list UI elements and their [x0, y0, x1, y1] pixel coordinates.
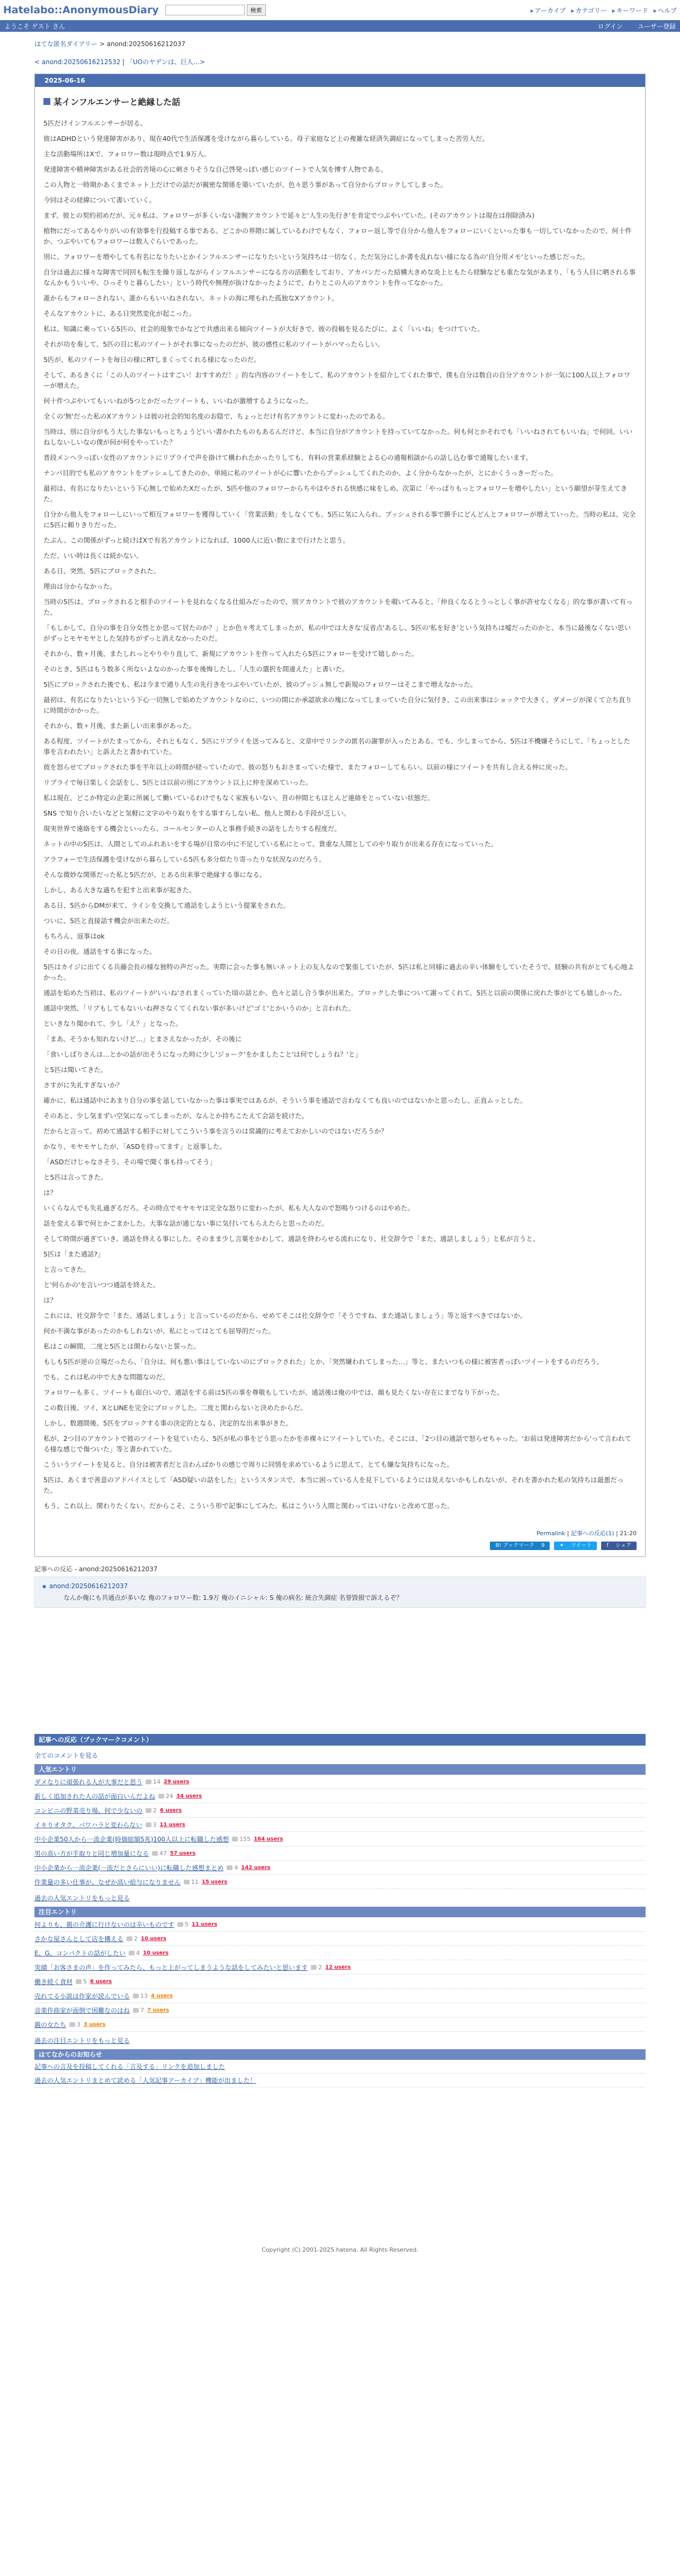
article-paragraph: は？	[43, 1296, 57, 1304]
breadcrumb-home[interactable]: はてな匿名ダイアリー	[34, 40, 97, 48]
article-paragraph: もしも5匹が逆の立場だったら、「自分は、何も悪い事はしていないのにブロックされた」とか、「突然嫌われてしまった…」等と、またいつもの様に被害者っぽいツイートをするのだろう。	[43, 1358, 604, 1366]
entry-row	[34, 1946, 646, 1960]
comment-count: 24	[158, 1793, 173, 1800]
article-paragraph: 最初は、有名になりたいという下心一切無しで始めたアカウントなのに、いつの間にか承認欲求の塊になってしまっていた自分に気付き、この出来事はショックで大きく、ダメージが深くて立ち直りに時間がかかった。	[43, 696, 632, 714]
article-paragraph: そのとき、5匹はもう数多く所ないよなのかった事を後悔したし、「人生の選択を間違えた」と書いた。	[43, 665, 349, 673]
breadcrumb	[34, 39, 646, 49]
facebook-icon: f	[606, 1543, 609, 1548]
top-link-1[interactable]: ▸ カテゴリー	[571, 6, 607, 15]
comment-count: 11	[184, 1879, 199, 1885]
entry-row	[34, 1917, 646, 1932]
article-paragraph: 5匹は、あくまで善意のアドバイスとして「ASD疑いの話をした」というスタンスで、本当に困っている人を見下しているようには見えないかもしれないが、それを書かれた私の気持ちは最悪だった。	[43, 1476, 624, 1494]
article-paragraph: ある程度、ツイートがたまってから、それともなく、5匹にリプライを送ってみると、文章中でリンクの匿名の謝罪が入ったとある。でも、少しまってから、5匹は不機嫌そうにして、「ちょっとした事を言われたい」と訴えたと書かれていた。	[43, 737, 630, 756]
article-paragraph: それが功を奏して、5匹の目に私のツイートがそれ事になったのだが、彼の感性に私のツイートがハマったらしい。	[43, 340, 384, 348]
popular-heading: 人気エントリ	[34, 1764, 646, 1775]
article-paragraph: 「ASDだけじゃなさそう。その場で聞く事も持ってそう」	[43, 1158, 217, 1166]
article-paragraph: こういうツイートを見ると、自分は被害者だと言わんばかりの感じで周りに同情を求めているように思えて、とても嫌な気持ちになった。	[43, 1460, 454, 1468]
entry-title-link[interactable]: 売れてる小説は作家が読んでいる	[34, 1992, 130, 2000]
entry-row	[34, 1960, 646, 1975]
reaction-box	[34, 1577, 646, 1608]
bookmark-users-link[interactable]: 15 users	[202, 1879, 228, 1885]
article-paragraph: そのあと、少し気まずい空気になってしまったが、なんとか持ちこたえて会話を続けた。	[43, 1112, 309, 1120]
comment-count: 5	[177, 1921, 189, 1928]
article-paragraph: 当時の5匹は、ブロックされると相手のツイートを見れなくなる仕組みだったので、別アカウントで彼のアカウントを覗いてみると、「仲良くなるとうっとしく事が許せなくなる」的な事が書いて有った。	[43, 598, 633, 616]
hot-heading: 注目エントリ	[34, 1907, 646, 1917]
breadcrumb-current: anond:20250616212037	[106, 40, 186, 48]
reactions-heading: 記事への反応 - anond:20250616212037	[34, 1565, 158, 1573]
entry-title-link[interactable]: 何よりも、親の介護に行けないのは辛いものです	[34, 1920, 175, 1928]
top-link-2[interactable]: ▸ キーワード	[612, 6, 648, 15]
article-paragraph: 何か不満な事があったのかもしれないが、私にとってはとても屈辱的だった。	[43, 1327, 275, 1335]
all-comments-link[interactable]: 全てのコメントを見る	[34, 1752, 99, 1759]
comment-count: 2	[311, 1964, 322, 1971]
article-paragraph: 主な活動場所はXで、フォロワー数は現時点で1.9万人。	[43, 150, 211, 158]
entry-row	[34, 2017, 646, 2032]
comment-count: 155	[232, 1836, 250, 1843]
article-paragraph: ある日、5匹からDMが来て、ラインを交換して通話をしようという提案をされた。	[43, 901, 290, 909]
article-paragraph: 別に、フォロワーを増やしても有名になりたいとかインフルエンサーになりたいという気持ちは一切なく、ただ気分にしか書を乱れない様になる為の'自分用メモ'といった感じだった。	[43, 253, 589, 261]
article-paragraph: と5匹は聞いてきた。	[43, 1066, 108, 1074]
register-link[interactable]: ユーザー登録	[637, 22, 676, 30]
article-paragraph: 彼はADHDという発達障害があり、現在40代で生活保護を受けながら暮らしている。母子家庭など上の複雑な経済失調症になってしまった苦労人だ。	[43, 135, 489, 143]
notice-heading: はてなからのお知らせ	[34, 2049, 646, 2060]
entry-title-link[interactable]: 実績「お客さまの声」を作ってみたら、もっと上がってしまうような話をしてみたいと思います	[34, 1963, 308, 1971]
entry-title-link[interactable]: 親の女たち	[34, 2021, 67, 2029]
notice-link[interactable]: 過去の人気エントリまとめて読める「人気記事アーカイブ」機能が出ました！	[34, 2074, 646, 2087]
bookmark-users-link[interactable]: 6 users	[90, 1978, 112, 1985]
bookmark-users-link[interactable]: 34 users	[176, 1793, 202, 1799]
article-paragraph: 自分は過去に様々な障害で同回も転生を繰り返しながらインフルエンサーになる方の活動をしており、アカバンだった結構大きめな炎上ヒもたら経験なども重たな気があまり、「もう人目に晒される事なんかもういいや、ひっそりと暮らしたい」という時代や無理が抜けなかったようにで、わりとこの人のアカウントを作ってなかった。	[43, 268, 636, 287]
entry-title-link[interactable]: コンビニの野菜売り場、何で少ないの	[34, 1807, 143, 1814]
article-paragraph: 最初は、有名になりたいという下心無しで始めたXだったが、5匹や他のフォロワーからちやほやされる快感に味をしめ、次第に「やっぱりもっとフォロワーを増やしたい」という願望が芽生えてきた。	[43, 484, 628, 503]
article-paragraph: ある日、突然、5匹にブロックされた。	[43, 567, 160, 575]
bookmark-users-link[interactable]: 12 users	[325, 1964, 351, 1970]
bookmark-users-link[interactable]: 3 users	[84, 2021, 106, 2028]
entry-title-link[interactable]: 中小企業50人から一流企業(時価総額5兆)100人以上に転職した感想	[34, 1835, 229, 1843]
entry-title-link[interactable]: イキりオタク、パワハラと変わらない	[34, 1821, 142, 1829]
article-paragraph: SNS で知り合いたいなどと気軽に文字のやり取りをする事すらしない私、他人と関わる手段が乏しい。	[43, 809, 351, 817]
bookmark-users-link[interactable]: 6 users	[160, 1807, 182, 1813]
article-paragraph: 現実世界で連絡をする機会といったら、コールセンターの人と事務手続きの話をしたりする程度だ。	[43, 825, 341, 833]
notice-list	[34, 2060, 646, 2087]
welcome-text: ようこそ ゲスト さん	[4, 22, 66, 30]
article-paragraph: 今回はその経緯について書いていく。	[43, 196, 156, 204]
top-link-0[interactable]: ▸ アーカイブ	[531, 6, 566, 15]
next-entry-link[interactable]: 「UOのヤデンは、巨人…>	[127, 58, 205, 66]
article-paragraph: フォロワーも多く、ツイートも面白いので、通話をする前は5匹の事を尊敬もしていたが、通話後は俺の中では、顔も見たくない存在にまでなり下がった。	[43, 1388, 504, 1396]
entry-title-link[interactable]: 働き続く食材	[34, 1978, 73, 1986]
search-input[interactable]	[165, 5, 245, 15]
bookmark-users-link[interactable]: 57 users	[170, 1850, 196, 1856]
article-paragraph: そんな微妙な関係だった私と5匹だが、とある出来事で絶縁する事になる。	[43, 871, 266, 879]
article-paragraph: だからと言って、初めて通話する相手に対してこういう事を言うのは常識的に考えておかしいのではないだろうか？	[43, 1127, 388, 1135]
article-paragraph: 普段メンヘラっぽい女性のアカウントにリプライで声を掛けて構われたかったりしても、有料の営業系経験とよる心の通報相談からの話し込む事で通報したいます。	[43, 454, 533, 462]
entry-nav	[34, 57, 646, 66]
article-paragraph: 5匹にブロックされた後でも、私は今まで通り人生の先行きをつぶやいていたが、彼のプッシュ無しで新規のフォロワーはそこまで増えなかった。	[43, 680, 477, 688]
notice-link[interactable]: 記事への言及を投稿してくれる「言及する」リンクを追加しました	[34, 2060, 646, 2074]
article-paragraph: いくらなんでも失礼過ぎるだろ。その時点でモヤモヤは完全な怒りに変わったが、私も大人なので怒鳴りつけるのはやめた。	[43, 1204, 414, 1212]
bookmark-users-link[interactable]: 11 users	[159, 1821, 185, 1828]
article-paragraph: 通話中突然、「リプもしてもないいね押さなくてくれない事が多いけど'ゴミ'とかいうのか」と言われた。	[43, 1004, 355, 1012]
share-buttons	[35, 1542, 645, 1556]
article-paragraph: それから、数ヶ月後、またしれっとやりやり直して、新規にアカウントを作って入れたら5匹にフォローを受けて嬉しかった。	[43, 650, 418, 658]
bookmark-users-link[interactable]: 10 users	[143, 1950, 169, 1956]
article-paragraph: まず、彼との契約初めだが、元々私は、フォロワーが多くいない凄腕アカウントで延々と'人生の先行き'を肯定でつぶやいていた。(そのアカウントは現在は削除済み)	[43, 211, 535, 219]
bookmarks-heading: 記事への反応（ブックマークコメント）	[34, 1734, 646, 1746]
article-paragraph: ついに、5匹と直接話す機会が出来たのだ。	[43, 917, 174, 925]
facebook-share-button[interactable]: f シェア	[601, 1542, 637, 1550]
article-paragraph: 「食いしばりさんは…とかの話が出そうになった時に少し'ジョーク'をかましたこと'は何でしょうね？'と」	[43, 1050, 362, 1058]
comment-count: 7	[133, 2007, 144, 2014]
article-paragraph: これには、社交辞令で「また、通話しましょう」と言っているのだから、せめてそこは社交辞令で「そうですね、また通話しましょう」等と返すべきではないか。	[43, 1312, 527, 1320]
article-content	[43, 118, 637, 1511]
bookmark-users-link[interactable]: 29 users	[164, 1778, 190, 1785]
bookmark-users-link[interactable]: 4 users	[151, 1993, 173, 1999]
search-button[interactable]: 検索	[247, 4, 266, 16]
article-paragraph: かなり、モヤモヤしたが、「ASDを持ってます」と返事した。	[43, 1143, 226, 1150]
comment-count: 5	[76, 1978, 87, 1985]
entry-row	[34, 1818, 646, 1832]
article-paragraph: 全くの'無'だった私のXアカウントは彼の社会的知名度のお陰で、ちょっとだけ有名アカウントに変わったのである。	[43, 412, 389, 420]
article-paragraph: 5匹だけインフルエンサーが居る。	[43, 119, 147, 127]
user-bar	[0, 20, 680, 32]
article	[34, 74, 646, 1557]
article-paragraph: 5匹は「また通話?」	[43, 1250, 104, 1258]
comments-link[interactable]: 記事への反応(1)	[571, 1530, 614, 1537]
article-paragraph: 5匹が、私のツイートを毎日の様にRTしまくってくれる様になったのだ。	[43, 356, 261, 364]
entry-row	[34, 1975, 646, 1989]
copyright: Copyright (C) 2001-2025 hatena. All Rights Reserved.	[262, 2246, 418, 2253]
article-paragraph: 私が、2つ目のアカウントで彼のツイートを見ていたら、5匹が私の事をどう思ったかを赤裸々にツイートしていた。そこには、「2つ目の通話で怒らせちゃった。'お前は発達障害だから'って言われてる様な感じで傷ついた」等と書かれていた。	[43, 1435, 631, 1453]
entry-title-link[interactable]: 新しく追加された人の話が面白いんだよね	[34, 1792, 156, 1800]
article-paragraph: その日の夜、通話をする事になった。	[43, 948, 156, 955]
article-paragraph: 話を変える事で何とかごまかした。大事な話が通じない事に気付いてもらえたらと思ったのだ。	[43, 1219, 328, 1227]
article-paragraph: と言ってきた。	[43, 1265, 90, 1273]
post-time: 21:20	[620, 1530, 637, 1537]
article-paragraph: そして、あるきくに「この人のツイートはすごい！おすすめだ！」的な内容のツイートをして、私のアカウントを紹介してくれた事で、僕も自分は数自の自分アカウントが一気に100人以上フォロワーが増えた。	[43, 371, 631, 390]
article-paragraph: 彼を怒らせてブロックされた事を半年以上の時間が経っていたので、彼の怒りもおさまっていた様で、またフォローしてもらい、以前の様にツイートを共有し合える仲に戻った。	[43, 763, 572, 771]
comment-count: 13	[133, 1993, 148, 1999]
bookmark-users-link[interactable]: 164 users	[254, 1836, 283, 1842]
top-links	[531, 6, 677, 15]
article-paragraph: 自分から他人をフォローしにいって相互フォロワーを獲得していく「営業活動」をしなくても、5匹に気に入られ、プッシュされる事で勝手にどんどんとフォロワーが増えていった。当時の私は、完全に5匹に頼りきりだった。	[43, 510, 636, 529]
hot-list	[34, 1917, 646, 2032]
bookmark-users-link[interactable]: 10 users	[141, 1935, 167, 1942]
article-paragraph: と'何らかの'を言いつつ通話を終えた。	[43, 1281, 160, 1289]
popular-list	[34, 1775, 646, 1889]
entry-row	[34, 1775, 646, 1789]
article-paragraph: 当時は、別に自分がもう大した事ないもっとちょうどいい書かれたものもあるんだけど、本当に自分がアカウントを持っていてなかった。何も何とかそれでも「いいねされてもいいね」で何回、いいねしないしいなの僕が何が何をやっていた？	[43, 428, 633, 446]
article-paragraph: 発達障害や精神障害がある社会的苦境の心に刺さりそうな自己啓発っぽい感じのツイートで人気を博す人物である。	[43, 165, 388, 173]
popular-more-link[interactable]: 過去の人気エントリをもっと見る	[34, 1895, 130, 1902]
comment-count: 47	[152, 1850, 167, 1857]
article-paragraph: ただ、いい時は長くは続かない。	[43, 552, 143, 560]
entry-title-link[interactable]: ダメなりに頑張れる人が大事だと思う	[34, 1778, 143, 1786]
top-link-3[interactable]: ▸ ヘルプ	[654, 6, 677, 15]
entry-row	[34, 2003, 646, 2017]
title-square-icon	[43, 98, 50, 105]
article-paragraph: しかし、数週間後、5匹をブロックする事の決定的となる、決定的な出来事がきた。	[43, 1419, 293, 1427]
article-paragraph: 植物にだってあるやりがいの有効事を行投稿する事である。どこかの界隈に属しているわけでもなく、フォロー返し等で自分から他人をフォローにいくといった事も一切していなかったので、何十件か、つぶやいてもフォロワーは数人ぐらいであった。	[43, 227, 632, 245]
reaction-text: なんか俺にも共通点が多いな 俺のフォロワー数: 1.9万 俺のイニシャル: S 俺の病名: 統合失調症 名誉毀損で訴えるぞ？	[64, 1594, 403, 1601]
entry-title-link[interactable]: 音楽作曲家が面倒で困難なのはね	[34, 2006, 130, 2014]
article-paragraph: アラフォーで生活保護を受けながら暮らしている5匹も多分似たり寄ったりな状況なのだろう。	[43, 855, 326, 863]
article-paragraph: 5匹はカイジに出てくる兵藤会長の様な独特の声だった。実際に会った事も無いネット上の友人なので緊張していたが、5匹は私と同様に過去の辛い体験をしていたそうで、経験の共有がとても心地よかった。	[43, 963, 634, 981]
article-paragraph: もう、これ以上、関わりたくない。だからこそ、こういう形で記事にしてみた。私はこういう人間と関わってはいけないと改めて思った。	[43, 1502, 454, 1510]
article-paragraph: 私はこの瞬間、二度と5匹とは関わらないと誓った。	[43, 1342, 200, 1350]
breadcrumb-sep: >	[97, 40, 107, 48]
article-footer: Permalink | 記事への反応(1) | 21:20	[536, 1530, 637, 1537]
comment-count: 14	[146, 1778, 160, 1785]
entry-title-link[interactable]: さかな屋さんとして店を構える	[34, 1935, 124, 1943]
comment-count: 3	[69, 2021, 80, 2028]
article-paragraph: 「もしかして、自分の事を自分女性とか思って居たのか？」とか色々考えてしまったが、私の中では大きな'反省点'あるし、5匹の'私を好き'という気持ちは嘘だったのかと、本当に最後なくない思いがずっとモヤモヤとした気持ちがずっと消えなかったのだ。	[43, 624, 631, 642]
entry-title-link[interactable]: 中小企業から一流企業(一流だとさらにいい)に転職した感想まとめ	[34, 1864, 224, 1872]
article-paragraph: しかし、ある大きな過ちを犯すと出来事が起きた。	[43, 886, 196, 894]
article-paragraph: そして時間が過ぎていき、通話を終える事にした。そのまま少し言葉をかわして、通話を終わらせる流れになり、社交辞令で「また、通話しましょう」と私が言うと、	[43, 1235, 540, 1243]
date-header: 2025-06-16	[35, 74, 645, 87]
article-title-row	[43, 95, 637, 108]
nav-sep: |	[120, 58, 127, 66]
twitter-share-button[interactable]: ✦ ツイート	[554, 1542, 597, 1550]
entry-row	[34, 1803, 646, 1818]
article-paragraph: 誰からもフォローされない、誰からもいいねされない、ネットの海に埋もれた孤独なXアカウント。	[43, 294, 338, 302]
entry-row	[34, 1932, 646, 1946]
reaction-link[interactable]: ● anond:20250616212037	[42, 1582, 638, 1590]
article-paragraph: 何十件つぶやいてもいいねが5つとかだったツイートも、いいねが激増するようになった。	[43, 397, 312, 405]
article-paragraph: は？	[43, 1189, 57, 1197]
article-paragraph: さすがに失礼すぎないか？	[43, 1081, 123, 1089]
article-paragraph: 「まあ、そうかも知れないけど…」とまさえなかったが、その後に	[43, 1035, 242, 1043]
article-paragraph: そんなアカウントに、ある日突然変化が起こった。	[43, 309, 196, 317]
bookmarks-section	[34, 1734, 646, 2087]
article-paragraph: この人物と一時期かあくまでネット上だけでの話だが親密な関係を築いていたが、色々思う事があって自分からブロックしてしまった。	[43, 181, 448, 189]
article-paragraph: 私は、知識に乗っている5匹の、社会的現象でかなどで共感出来る傾向ツイートが大好きで、彼の投稿を見るたびに、よく「いいね」をつけていた。	[43, 325, 484, 333]
bookmark-users-link[interactable]: 11 users	[192, 1921, 218, 1927]
article-paragraph: 私は現在、どこか特定の企業に所属して働いているわけでもなく家族もいない、昔の仲間ともほとんど連絡をとっていない状態だ。	[43, 794, 434, 802]
bookmark-users-link[interactable]: 142 users	[241, 1864, 271, 1871]
hot-more-link[interactable]: 過去の注目エントリをもっと見る	[34, 2037, 130, 2044]
entry-row	[34, 1989, 646, 2003]
article-paragraph: ネットの中の5匹は、人間としてのふれあいをする場が日常の中に不足している私にとって、貴重な人間としてのやり取りが出来る存在になっていった。	[43, 840, 498, 848]
bookmark-users-link[interactable]: 7 users	[147, 2007, 169, 2013]
permalink[interactable]: Permalink	[536, 1530, 566, 1537]
twitter-bird-icon: ✦	[559, 1543, 564, 1548]
comment-count: 2	[146, 1807, 157, 1814]
comment-count: 4	[129, 1950, 140, 1957]
article-paragraph: この数日後、ツイ、XとLINEを完全にブロックした。二度と関わらないと決めたからだ。	[43, 1404, 307, 1412]
login-link[interactable]: ログイン	[597, 22, 623, 30]
article-paragraph: 確かに、私は通話中にあまり自分の事を話していなかった事は事実ではあるが、そういう事を通話で言わなくても良いのではないかと思ったし、正直ムッとした。	[43, 1096, 527, 1104]
prev-entry-link[interactable]: < anond:20250616212532	[34, 58, 121, 66]
article-title[interactable]: 某インフルエンサーと絶縁した話	[53, 97, 181, 107]
entry-title-link[interactable]: 男の高い方が手取りと同じ増加量になる	[34, 1849, 149, 1857]
article-paragraph: それから、数ヶ月後、また新しい出来事があった。	[43, 722, 196, 730]
entry-row	[34, 1832, 646, 1846]
hatena-bookmark-button[interactable]: B! ブックマーク 9	[490, 1542, 550, 1550]
article-paragraph: 通話を始めた当初は、私のツイートが'いいね'されまくっていた頃の話とか、色々と話し合う事が出来た。ブロックした事について謝ってくれて、5匹と以前の関係に戻れた事がとても嬉しかった。	[43, 989, 627, 997]
entry-row	[34, 1846, 646, 1861]
article-paragraph: と5匹は言ってきた。	[43, 1173, 108, 1181]
article-paragraph: でも、これは私の中で大きな問題なのだ。	[43, 1373, 169, 1381]
comment-count: 4	[227, 1864, 238, 1871]
top-bar	[0, 0, 680, 20]
article-paragraph: たぶん、この関係がずっと続けばXで有名アカウントになれば、1000人に近い数にまで行けたと思う。	[43, 536, 350, 544]
entry-row	[34, 1789, 646, 1803]
article-paragraph: ナンパ目的でも私のアカウントをプッシュしてきたのか、単純に私のツイートが心に響いたからプッシュしてくれたのか、よく分からなかったが、とにかくうっきーだった。	[43, 469, 558, 477]
site-logo[interactable]: Hatelabo::AnonymousDiary	[3, 4, 159, 16]
comment-count: 2	[127, 1935, 138, 1942]
article-paragraph: といきなり聞かれて、少し「え？」となった。	[43, 1020, 183, 1028]
article-paragraph: もちろん、返事はok	[43, 932, 105, 940]
article-paragraph: 理由は分からなかった。	[43, 582, 117, 590]
entry-row	[34, 1875, 646, 1889]
entry-title-link[interactable]: 作業量の多い仕事が、なぜか高い給与になりません	[34, 1878, 181, 1886]
entry-row	[34, 1861, 646, 1875]
entry-title-link[interactable]: E、G、コンパクトの話がしたい	[34, 1949, 126, 1957]
comment-count: 3	[146, 1821, 157, 1828]
article-paragraph: リプライで毎日楽しく会話をし、5匹とは以前の別にアカウント以上に仲を深めていった。	[43, 778, 312, 786]
